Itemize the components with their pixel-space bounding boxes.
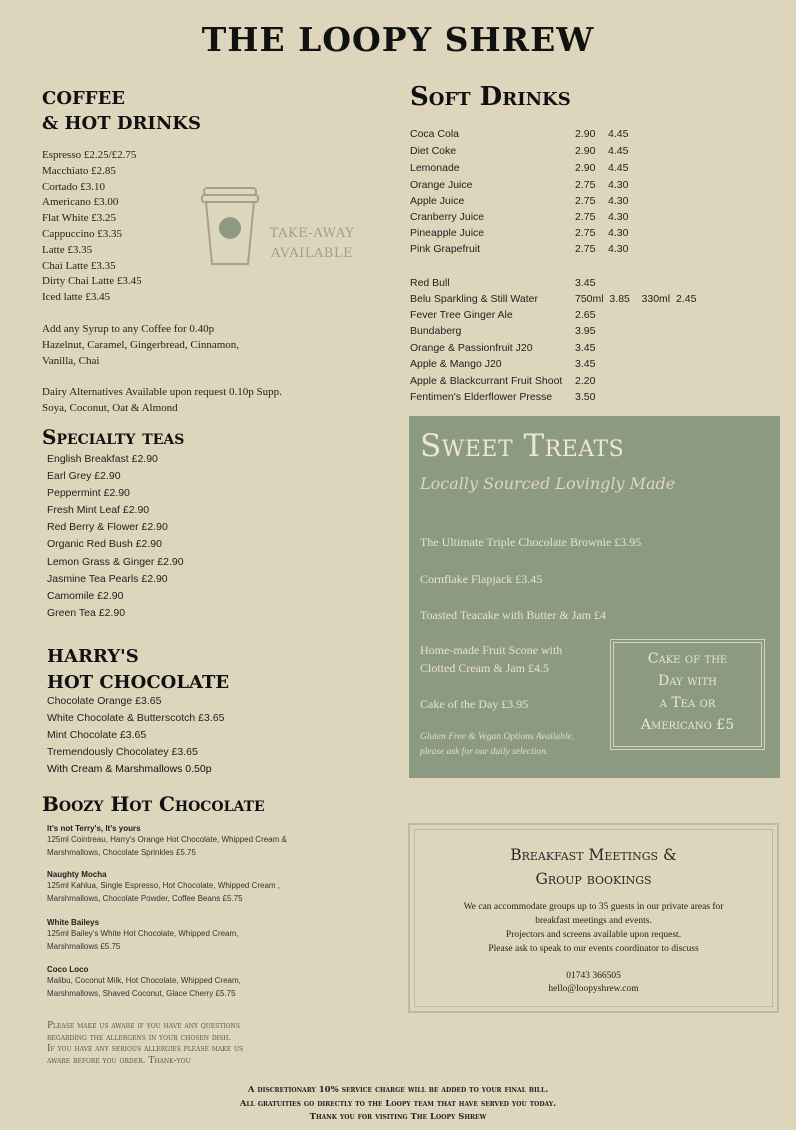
- drink-name: Orange & Passionfruit J20: [410, 342, 533, 354]
- drink-price-large: 4.30: [608, 243, 629, 255]
- list-item: English Breakfast £2.90: [47, 453, 158, 465]
- takeaway-line2: AVAILABLE: [271, 246, 353, 261]
- coffee-cup-icon: [200, 186, 260, 268]
- list-item: Espresso £2.25/£2.75: [42, 149, 137, 161]
- drink-price: 2.75: [575, 195, 596, 207]
- allergen-line4: aware before you order. Thank-you: [47, 1055, 191, 1066]
- list-item: Cappuccino £3.35: [42, 227, 123, 240]
- syrup-note: [42, 321, 342, 369]
- allergen-line1: Please make us aware if you have any questions: [47, 1021, 240, 1031]
- drink-name: Apple Juice: [410, 195, 465, 207]
- gf-line1: Gluten Free & Vegan Options Available,: [420, 732, 575, 742]
- list-item: Americano £3.00: [42, 196, 119, 209]
- soft-drinks-heading: Soft Drinks: [410, 82, 571, 112]
- list-item: [420, 641, 562, 677]
- boozy-item-desc: Marshmallows £5.75: [47, 942, 121, 951]
- footer-notice: [0, 1084, 796, 1125]
- boozy-item-title: Coco Loco: [47, 965, 89, 974]
- list-item: Red Berry & Flower £2.90: [47, 521, 168, 534]
- drink-price: 750ml 3.85 330ml 2.45: [575, 293, 697, 305]
- drink-name: Cranberry Juice: [410, 211, 485, 223]
- drink-price-large: 4.45: [608, 128, 629, 140]
- deal-line1: Cake of the: [647, 651, 728, 667]
- drink-price: 2.90: [575, 162, 596, 174]
- deal-line4: Americano £5: [640, 717, 735, 733]
- list-item: Cake of the Day £3.95: [420, 697, 529, 711]
- scone-line1: Home-made Fruit Scone with: [420, 643, 563, 657]
- allergen-line2: regarding the allergens in your chosen dish.: [47, 1032, 232, 1043]
- dairy-line2: Soya, Coconut, Oat & Almond: [42, 402, 178, 414]
- allergen-line3: If you have any serious allergies please make us: [47, 1044, 244, 1054]
- breakfast-text-line4: Please ask to speak to our events coordinator to discuss: [488, 944, 699, 954]
- sweet-treats-subheading: Locally Sourced Lovingly Made: [420, 474, 676, 493]
- drink-name: Pineapple Juice: [410, 227, 485, 239]
- syrup-line3: Vanilla, Chai: [42, 355, 100, 367]
- boozy-item: [47, 824, 347, 859]
- scone-line2: Clotted Cream & Jam £4.5: [420, 661, 549, 675]
- drink-price: 3.95: [575, 325, 596, 337]
- syrup-line2: Hazelnut, Caramel, Gingerbread, Cinnamon,: [42, 339, 240, 351]
- breakfast-text-line2: breakfast meetings and events.: [535, 916, 652, 926]
- boozy-heading: Boozy Hot Chocolate: [42, 792, 265, 816]
- specialty-teas-heading: Specialty teas: [42, 425, 185, 449]
- breakfast-heading-line2: Group bookings: [535, 870, 652, 888]
- list-item: Chocolate Orange £3.65: [47, 695, 162, 707]
- list-item: Cornflake Flapjack £3.45: [420, 572, 543, 586]
- sweet-treats-heading: Sweet Treats: [420, 428, 625, 464]
- boozy-item-desc: Marshmallows, Chocolate Powder, Coffee Beans £5.75: [47, 894, 243, 903]
- drink-price: 2.90: [575, 128, 596, 140]
- drink-price-large: 4.45: [608, 145, 629, 157]
- cake-deal-text: [613, 648, 762, 736]
- breakfast-text-line3: Projectors and screens available upon request.: [505, 930, 682, 940]
- drink-price: 2.75: [575, 211, 596, 223]
- list-item: Organic Red Bush £2.90: [47, 538, 162, 551]
- takeaway-label: [262, 224, 362, 264]
- breakfast-heading-line1: Breakfast Meetings &: [510, 846, 677, 864]
- list-item: Macchiato £2.85: [42, 164, 116, 177]
- dairy-note: [42, 384, 362, 416]
- hot-chocolate-heading-line2: HOT CHOCOLATE: [47, 672, 230, 693]
- drink-name: Apple & Mango J20: [410, 358, 502, 370]
- dairy-line1: Dairy Alternatives Available upon request 0.10p Supp.: [42, 386, 282, 398]
- breakfast-text-line1: We can accommodate groups up to 35 guests in our private areas for: [463, 902, 724, 912]
- boozy-item: [47, 965, 347, 1000]
- list-item: Green Tea £2.90: [47, 606, 126, 619]
- drink-price-large: 4.30: [608, 227, 629, 239]
- drink-name: Apple & Blackcurrant Fruit Shoot: [410, 375, 563, 387]
- drink-price: 2.75: [575, 243, 596, 255]
- drink-price-large: 4.30: [608, 195, 629, 207]
- drink-price: 3.45: [575, 342, 596, 354]
- footer-line2: All gratuities go directly to the Loopy team that have served you today.: [239, 1098, 557, 1109]
- list-item: Camomile £2.90: [47, 589, 124, 602]
- list-item: Iced latte £3.45: [42, 291, 111, 304]
- drink-name: Coca Cola: [410, 128, 460, 140]
- page-title: THE LOOPY SHREW: [201, 20, 595, 59]
- deal-line2: Day with: [658, 673, 717, 689]
- allergen-notice: [47, 1021, 307, 1067]
- takeaway-line1: TAKE-AWAY: [269, 226, 355, 241]
- list-item: White Chocolate & Butterscotch £3.65: [47, 711, 225, 724]
- breakfast-heading: [408, 843, 779, 891]
- list-item: Dirty Chai Latte £3.45: [42, 275, 142, 288]
- specialty-teas-list: [47, 451, 307, 622]
- drink-price: 3.45: [575, 358, 596, 370]
- hot-chocolate-heading: [47, 644, 229, 696]
- boozy-item-desc: Malibu, Coconut Milk, Hot Chocolate, Whipped Cream,: [47, 976, 241, 985]
- hot-chocolate-heading-line1: HARRY'S: [47, 646, 139, 667]
- list-item: Chai Latte £3.35: [42, 259, 116, 272]
- list-item: Tremendously Chocolatey £3.65: [47, 745, 198, 758]
- drink-price: 3.50: [575, 391, 596, 403]
- drink-price-large: 4.30: [608, 211, 629, 223]
- drink-price: 2.75: [575, 227, 596, 239]
- drink-name: Pink Grapefruit: [410, 243, 481, 255]
- list-item: Toasted Teacake with Butter & Jam £4: [420, 608, 607, 622]
- boozy-item-desc: Marshmallows, Chocolate Sprinkles £5.75: [47, 848, 196, 857]
- drink-name: Red Bull: [410, 277, 450, 289]
- coffee-heading-line2: & HOT DRINKS: [42, 113, 201, 134]
- drink-name: Orange Juice: [410, 179, 473, 191]
- boozy-item-desc: 125ml Bailey's White Hot Chocolate, Whipped Cream,: [47, 929, 239, 938]
- coffee-heading-line1: COFFEE: [42, 88, 126, 109]
- drink-name: Bundaberg: [410, 325, 462, 337]
- hot-chocolate-list: [47, 693, 327, 777]
- list-item: Earl Grey £2.90: [47, 470, 121, 483]
- coffee-heading: [42, 86, 201, 136]
- drink-price-large: 4.30: [608, 179, 629, 191]
- boozy-item-desc: 125ml Cointreau, Harry's Orange Hot Chocolate, Whipped Cream &: [47, 835, 287, 844]
- drink-name: Diet Coke: [410, 145, 457, 157]
- list-item: With Cream & Marshmallows 0.50p: [47, 762, 212, 775]
- boozy-item: [47, 918, 347, 953]
- drink-price: 3.45: [575, 277, 596, 289]
- boozy-item-title: Naughty Mocha: [47, 870, 107, 879]
- footer-line3: Thank you for visiting The Loopy Shrew: [309, 1112, 487, 1122]
- gluten-free-note: [420, 730, 574, 760]
- boozy-item-title: It's not Terry's, It's yours: [47, 824, 141, 833]
- list-item: Latte £3.35: [42, 243, 93, 256]
- drink-name: Fentimen's Elderflower Presse: [410, 391, 553, 403]
- drink-price: 2.20: [575, 375, 596, 387]
- breakfast-description: [408, 900, 779, 956]
- list-item: Fresh Mint Leaf £2.90: [47, 504, 150, 517]
- drink-price: 2.75: [575, 179, 596, 191]
- drink-name: Lemonade: [410, 162, 460, 174]
- list-item: Lemon Grass & Ginger £2.90: [47, 555, 184, 568]
- drink-price: 2.90: [575, 145, 596, 157]
- drink-price: 2.65: [575, 309, 596, 321]
- deal-line3: a Tea or: [659, 695, 716, 711]
- list-item: Flat White £3.25: [42, 212, 117, 225]
- list-item: Mint Chocolate £3.65: [47, 728, 147, 741]
- gf-line2: please ask for our daily selection.: [420, 747, 549, 757]
- breakfast-contact: [408, 970, 779, 996]
- syrup-line1: Add any Syrup to any Coffee for 0.40p: [42, 323, 215, 335]
- list-item: The Ultimate Triple Chocolate Brownie £3.95: [420, 535, 642, 549]
- list-item: Peppermint £2.90: [47, 487, 130, 500]
- phone-number: 01743 366505: [566, 971, 621, 981]
- list-item: Cortado £3.10: [42, 180, 105, 193]
- email-link[interactable]: hello@loopyshrew.com: [548, 984, 639, 994]
- drink-name: Fever Tree Ginger Ale: [410, 309, 513, 321]
- list-item: Jasmine Tea Pearls £2.90: [47, 572, 168, 585]
- drink-name: Belu Sparkling & Still Water: [410, 293, 538, 305]
- footer-line1: A discretionary 10% service charge will be added to your final bill.: [247, 1085, 549, 1095]
- boozy-item-title: White Baileys: [47, 918, 100, 927]
- boozy-item-desc: Marshmallows, Shaved Coconut, Glace Cherry £5.75: [47, 989, 236, 998]
- drink-price-large: 4.45: [608, 162, 629, 174]
- boozy-item: [47, 870, 347, 905]
- boozy-item-desc: 125ml Kahlua, Single Espresso, Hot Chocolate, Whipped Cream ,: [47, 881, 281, 890]
